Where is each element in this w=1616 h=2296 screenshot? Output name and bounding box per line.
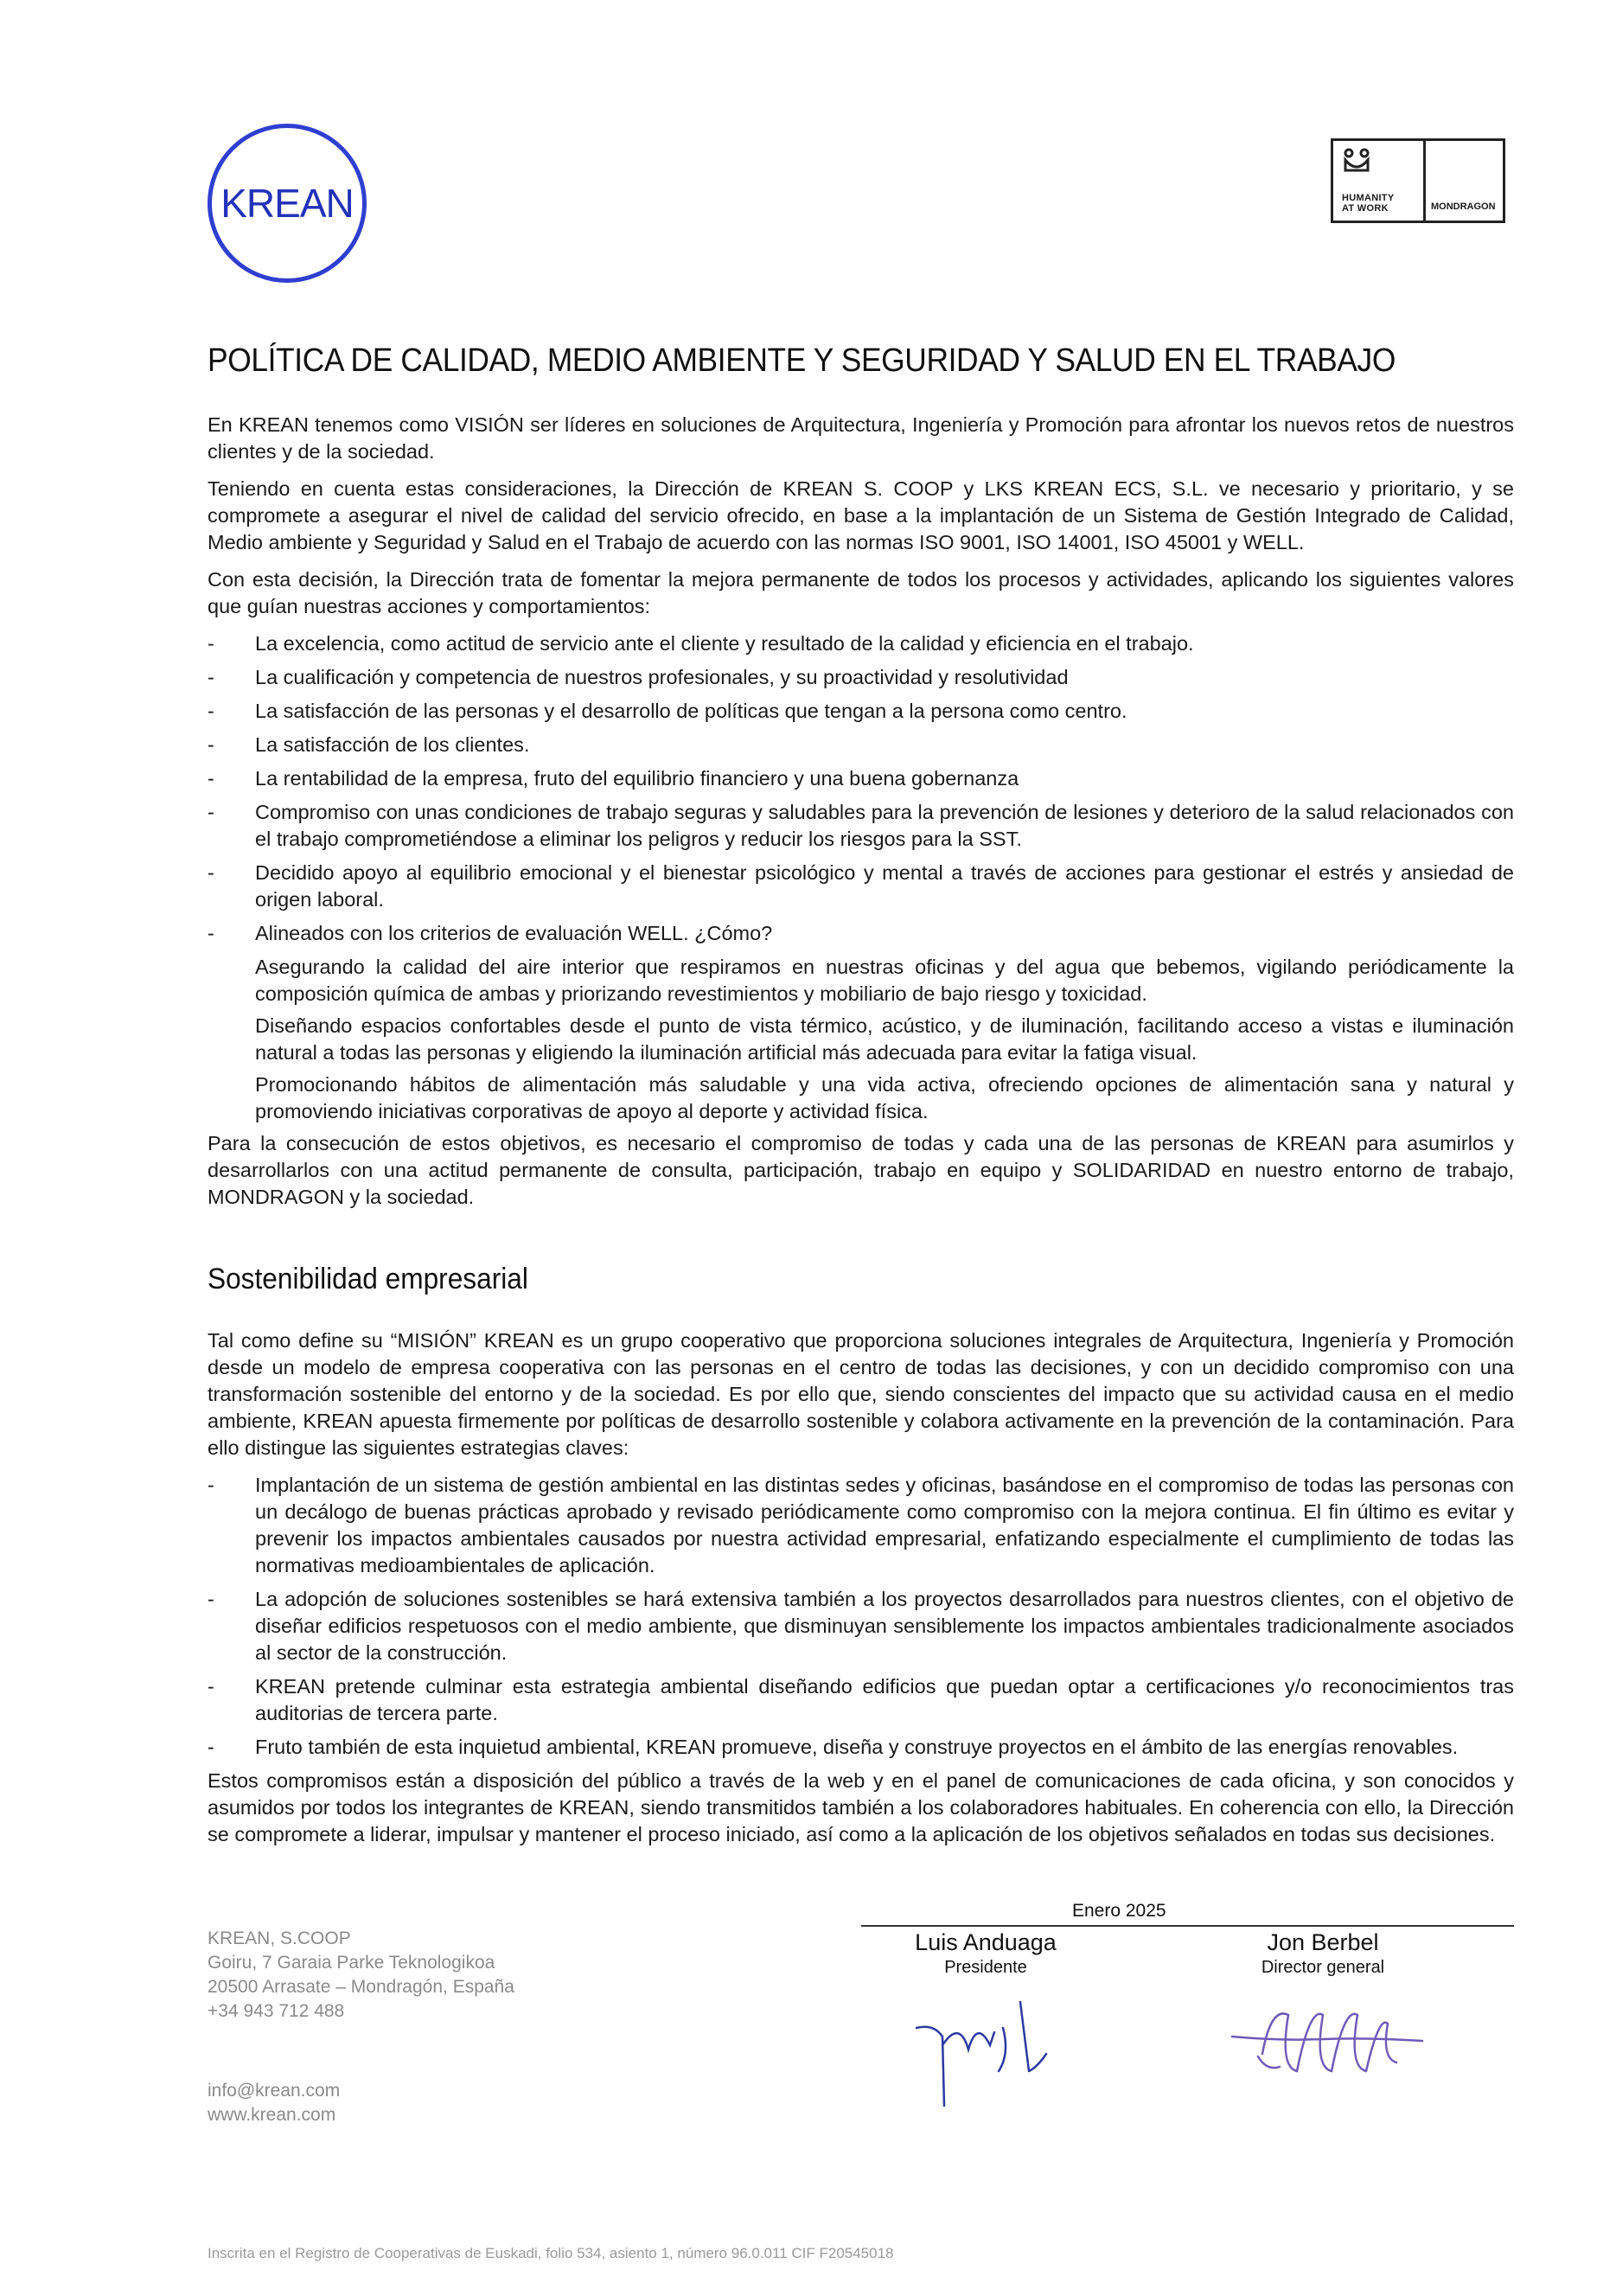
value-text: Alineados con los criterios de evaluación WELL. ¿Cómo? <box>255 922 773 944</box>
humanity-at-work-label <box>1342 193 1394 214</box>
humanity-line2: AT WORK <box>1342 203 1389 214</box>
signature-president-icon <box>908 1985 1063 2114</box>
email-link[interactable]: info@krean.com <box>208 2081 341 2101</box>
list-item: - La cualificación y competencia de nuestros profesionales, y su proactividad y resolutividad <box>208 666 1069 688</box>
mondragon-panel <box>1426 141 1503 221</box>
address-line-2: 20500 Arrasate – Mondragón, España <box>208 1977 514 1997</box>
signature-divider <box>861 1925 1514 1927</box>
registry-note: Inscrita en el Registro de Cooperativas de Euskadi, folio 534, asiento 1, número 96.0.011 CIF F20545018 <box>208 2245 894 2261</box>
intro-paragraph-3: Con esta decisión, la Dirección trata de fomentar la mejora permanente de todos los procesos y actividades, aplicando los siguientes valores que guían nuestras acciones y comportamientos: <box>208 568 1514 617</box>
value-text: Compromiso con unas condiciones de trabajo seguras y saludables para la prevención de lesiones y deterioro de la salud relacionados con el trabajo comprometiéndose a eliminar los peligros y reducir los riesgos para la SST. <box>255 801 1514 850</box>
strategy-text: Fruto también de esta inquietud ambiental, KREAN promueve, diseña y construye proyectos en el ámbito de las energías renovables. <box>255 1736 1459 1758</box>
well-detail-1: Asegurando la calidad del aire interior que respiramos en nuestras oficinas y del agua que bebemos, vigilando periódicamente la composición química de ambas y priorizando revestimientos y mobiliario de bajo riesgo y toxicidad. <box>255 956 1514 1005</box>
well-detail-2: Diseñando espacios confortables desde el punto de vista térmico, acústico, y de iluminación, facilitando acceso a vistas e iluminación natural a todas las personas y eligiendo la iluminación artificial más adecuada para evitar la fatiga visual. <box>255 1014 1514 1064</box>
mondragon-badge <box>1331 138 1505 223</box>
strategies-list <box>208 1472 1514 1761</box>
address-line-1: Goiru, 7 Garaia Parke Teknologikoa <box>208 1953 495 1973</box>
strategy-text: La adopción de soluciones sostenibles se hará extensiva también a los proyectos desarrollados para nuestros clientes, con el objetivo de diseñar edificios respetuosos con el medio ambiente, que disminuyan sensiblemente los impactos ambientales tradicionalmente asociados al sector de la construcción. <box>255 1588 1514 1664</box>
list-item: - La excelencia, como actitud de servicio ante el cliente y resultado de la calidad y eficiencia en el trabajo. <box>208 632 1194 655</box>
krean-logo-text: KREAN <box>220 181 354 226</box>
mondragon-label: MONDRAGON <box>1431 201 1496 212</box>
signature-director-icon <box>1228 1989 1427 2101</box>
phone-number: +34 943 712 488 <box>208 2001 345 2021</box>
value-text: La rentabilidad de la empresa, fruto del equilibrio financiero y una buena gobernanza <box>255 767 1019 790</box>
intro-paragraph-2: Teniendo en cuenta estas consideraciones, la Dirección de KREAN S. COOP y LKS KREAN ECS, S.L. ve necesario y prioritario, y se compromete a asegurar el nivel de calidad del servicio ofrecido, en base a la implantación de un Sistema de Gestión Integrado de Calidad, Medio ambiente y Seguridad y Salud en el Trabajo de acuerdo con las normas ISO 9001, ISO 14001, ISO 45001 y WELL. <box>208 477 1514 553</box>
signer-role: Presidente <box>944 1958 1027 1977</box>
value-text: Decidido apoyo al equilibrio emocional y el bienestar psicológico y mental a través de acciones para gestionar el estrés y ansiedad de origen laboral. <box>255 861 1514 911</box>
intro-paragraph-1: En KREAN tenemos como VISIÓN ser líderes en soluciones de Arquitectura, Ingeniería y Promoción para afrontar los nuevos retos de nuestros clientes y de la sociedad. <box>208 413 1514 463</box>
sustainability-intro: Tal como define su “MISIÓN” KREAN es un grupo cooperativo que proporciona soluciones integrales de Arquitectura, Ingeniería y Promoción desde un modelo de empresa cooperativa con las personas en el centro de todas las decisiones, y con un decidido compromiso con una transformación sostenible del entorno y de la sociedad. Es por ello que, siendo conscientes del impacto que su actividad causa en el medio ambiente, KREAN apuesta firmemente por políticas de desarrollo sostenible y colabora activamente en la prevención de la contaminación. Para ello distingue las siguientes estrategias claves: <box>208 1329 1514 1459</box>
list-item: - KREAN pretende culminar esta estrategia ambiental diseñando edificios que puedan optar a certificaciones y/o reconocimientos tras auditorias de tercera parte. <box>208 1675 1514 1724</box>
value-text: La satisfacción de los clientes. <box>255 733 530 756</box>
strategy-text: Implantación de un sistema de gestión ambiental en las distintas sedes y oficinas, basándose en el compromiso de todas las personas con un decálogo de buenas prácticas aprobado y revisado periódicamente como compromiso con la mejora continua. El fin último es evitar y prevenir los impactos ambientales causados por nuestra actividad empresarial, enfatizando especialmente el cumplimiento de todas las normativas medioambientales de aplicación. <box>255 1474 1514 1577</box>
list-item: - Implantación de un sistema de gestión ambiental en las distintas sedes y oficinas, basándose en el compromiso de todas las personas con un decálogo de buenas prácticas aprobado y revisado periódicamente como compromiso con la mejora continua. El fin último es evitar y prevenir los impactos ambientales causados por nuestra actividad empresarial, enfatizando especialmente el cumplimiento de todas las normativas medioambientales de aplicación. <box>208 1474 1514 1577</box>
signer-director <box>1228 1929 1418 1978</box>
signer-president <box>891 1929 1081 1978</box>
list-item: - Compromiso con unas condiciones de trabajo seguras y saludables para la prevención de lesiones y deterioro de la salud relacionados con el trabajo comprometiéndose a eliminar los peligros y reducir los riesgos para la SST. <box>208 801 1514 850</box>
closing-paragraph-1: Para la consecución de estos objetivos, es necesario el compromiso de todas y cada una de las personas de KREAN para asumirlos y desarrollarlos con una actitud permanente de consulta, participación, trabajo en equipo y SOLIDARIDAD en nuestro entorno de trabajo, MONDRAGON y la sociedad. <box>208 1132 1514 1208</box>
signer-name: Luis Anduaga <box>915 1929 1057 1955</box>
strategy-text: KREAN pretende culminar esta estrategia ambiental diseñando edificios que puedan optar a certificaciones y/o reconocimientos tras auditorias de tercera parte. <box>255 1675 1514 1724</box>
list-item: - La satisfacción de los clientes. <box>208 733 530 756</box>
page-title: POLÍTICA DE CALIDAD, MEDIO AMBIENTE Y SEGURIDAD Y SALUD EN EL TRABAJO <box>208 342 1396 379</box>
website-link[interactable]: www.krean.com <box>208 2105 336 2125</box>
humanity-at-work-panel <box>1333 141 1426 221</box>
policy-section <box>208 412 1514 1221</box>
value-text: La excelencia, como actitud de servicio ante el cliente y resultado de la calidad y eficiencia en el trabajo. <box>255 632 1194 655</box>
well-detail-3: Promocionando hábitos de alimentación más saludable y una vida activa, ofreciendo opciones de alimentación sana y natural y promoviendo iniciativas corporativas de apoyo al deporte y actividad física. <box>255 1073 1514 1122</box>
signer-name: Jon Berbel <box>1267 1929 1379 1955</box>
list-item: - La rentabilidad de la empresa, fruto del equilibrio financiero y una buena gobernanza <box>208 767 1019 790</box>
sustainability-section <box>208 1327 1514 1858</box>
list-item: - Decidido apoyo al equilibrio emocional y el bienestar psicológico y mental a través de acciones para gestionar el estrés y ansiedad de origen laboral. <box>208 861 1514 911</box>
list-item: - Fruto también de esta inquietud ambiental, KREAN promueve, diseña y construye proyectos en el ámbito de las energías renovables. <box>208 1736 1459 1758</box>
section-heading-sustainability: Sostenibilidad empresarial <box>208 1263 528 1295</box>
value-text: La satisfacción de las personas y el desarrollo de políticas que tengan a la persona como centro. <box>255 700 1127 722</box>
signature-date: Enero 2025 <box>1072 1901 1166 1921</box>
humanity-line1: HUMANITY <box>1342 193 1395 203</box>
values-list <box>208 630 1514 947</box>
company-contact <box>208 2079 340 2127</box>
list-item: - La adopción de soluciones sostenibles se hará extensiva también a los proyectos desarrollados para nuestros clientes, con el objetivo de diseñar edificios respetuosos con el medio ambiente, que disminuyan sensiblemente los impactos ambientales tradicionalmente asociados al sector de la construcción. <box>208 1588 1514 1664</box>
value-text: La cualificación y competencia de nuestros profesionales, y su proactividad y resolutividad <box>255 666 1069 688</box>
list-item: - Alineados con los criterios de evaluación WELL. ¿Cómo? <box>208 922 773 944</box>
list-item: - La satisfacción de las personas y el desarrollo de políticas que tengan a la persona como centro. <box>208 700 1127 722</box>
humanity-figure-icon <box>1342 148 1371 174</box>
sustainability-closing: Estos compromisos están a disposición del público a través de la web y en el panel de comunicaciones de cada oficina, y son conocidos y asumidos por todos los integrantes de KREAN, siendo transmitidos también a los colaboradores habituales. En coherencia con ello, la Dirección se compromete a liderar, impulsar y mantener el proceso iniciado, así como a la aplicación de los objetivos señalados en todas sus decisiones. <box>208 1769 1514 1845</box>
signer-role: Director general <box>1261 1958 1385 1977</box>
company-name: KREAN, S.COOP <box>208 1928 351 1948</box>
krean-logo <box>208 124 367 283</box>
company-address <box>208 1927 514 2024</box>
